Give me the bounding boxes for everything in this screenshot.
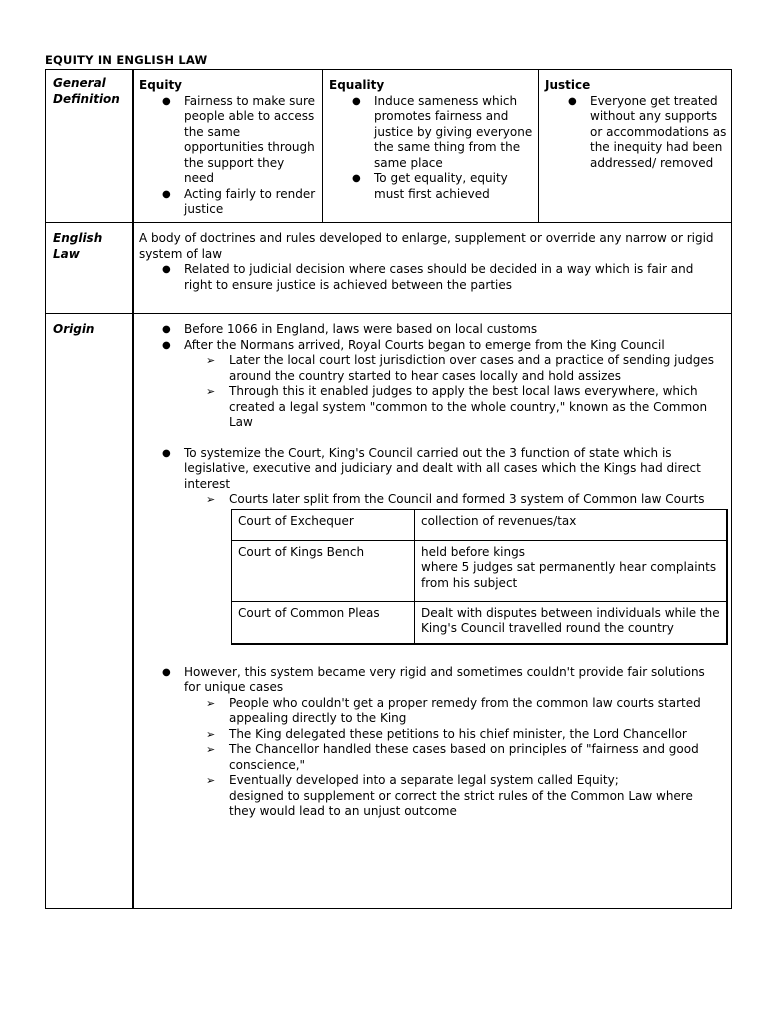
equality-bullet: ● Induce sameness which promotes fairness and justice by giving everyone the same thing from the same place: [329, 94, 533, 172]
court-description: Dealt with disputes between individuals while the King's Council travelled round the country: [415, 601, 728, 644]
column-divider-2: [538, 70, 539, 222]
equality-bullet: ● To get equality, equity must first achieved: [329, 171, 533, 202]
row-label-general-definition: General Definition: [53, 76, 120, 106]
english-law-definition: A body of doctrines and rules developed to enlarge, supplement or override any narrow or rigid system of law: [139, 231, 714, 261]
courts-table: [231, 509, 728, 645]
column-divider-1: [322, 70, 323, 222]
row-label-english-law: English Law: [53, 231, 103, 261]
equity-table: [45, 69, 732, 909]
origin-bullet: [139, 446, 721, 508]
origin-sub-bullet: ➢ Through this it enabled judges to apply the best local laws everywhere, which created a legal system "common to the whole country," known as the Common Law: [184, 384, 721, 431]
equity-heading: Equity: [139, 78, 183, 92]
table-row: [232, 540, 728, 601]
origin-sub-bullet: ➢ The King delegated these petitions to his chief minister, the Lord Chancellor: [184, 727, 721, 743]
row-divider-2: [46, 313, 731, 314]
origin-sub-bullet: ➢ The Chancellor handled these cases based on principles of "fairness and good conscience,": [184, 742, 721, 773]
justice-column: [545, 78, 729, 171]
justice-heading: Justice: [545, 78, 591, 92]
origin-bullet: [139, 665, 721, 820]
court-name: Court of Exchequer: [232, 509, 415, 540]
table-row: [232, 601, 728, 644]
table-row: [232, 509, 728, 540]
row-label-origin: Origin: [53, 322, 95, 336]
english-law-content: [139, 231, 719, 293]
equality-heading: Equality: [329, 78, 385, 92]
origin-bullet-text: To systemize the Court, King's Council carried out the 3 function of state which is legislative, executive and judiciary and dealt with all cases which the Kings had direct interest: [184, 445, 701, 491]
origin-sub-bullet: ➢ Later the local court lost jurisdiction over cases and a practice of sending judges around the country started to hear cases locally and hold assizes: [184, 353, 721, 384]
equity-bullet: ● Fairness to make sure people able to access the same opportunities through the support they need: [139, 94, 317, 187]
origin-bullet: ● Before 1066 in England, laws were based on local customs: [139, 322, 721, 338]
court-name: Court of Common Pleas: [232, 601, 415, 644]
equity-column: [139, 78, 317, 218]
justice-bullet: ● Everyone get treated without any supports or accommodations as the inequity had been addressed/ removed: [545, 94, 729, 172]
origin-sub-bullet: ➢ Eventually developed into a separate legal system called Equity; designed to supplement or correct the strict rules of the Common Law where they would lead to an unjust outcome: [184, 773, 721, 820]
origin-sub-bullet: ➢ Courts later split from the Council and formed 3 system of Common law Courts: [184, 492, 721, 508]
equity-bullet: ● Acting fairly to render justice: [139, 187, 317, 218]
row-divider-1: [46, 222, 731, 223]
page-title: EQUITY IN ENGLISH LAW: [45, 53, 208, 67]
origin-content: [139, 322, 721, 820]
court-description: held before kings where 5 judges sat permanently hear complaints from his subject: [415, 540, 728, 601]
english-law-bullet: ● Related to judicial decision where cases should be decided in a way which is fair and right to ensure justice is achieved between the parties: [139, 262, 719, 293]
origin-bullet: [139, 338, 721, 431]
court-description: collection of revenues/tax: [415, 509, 728, 540]
court-name: Court of Kings Bench: [232, 540, 415, 601]
origin-sub-bullet: ➢ People who couldn't get a proper remedy from the common law courts started appealing directly to the King: [184, 696, 721, 727]
origin-bullet-text: After the Normans arrived, Royal Courts began to emerge from the King Council: [184, 337, 665, 352]
label-column-divider: [132, 70, 134, 908]
origin-bullet-text: However, this system became very rigid and sometimes couldn't provide fair solutions for unique cases: [184, 664, 705, 694]
equality-column: [329, 78, 533, 202]
